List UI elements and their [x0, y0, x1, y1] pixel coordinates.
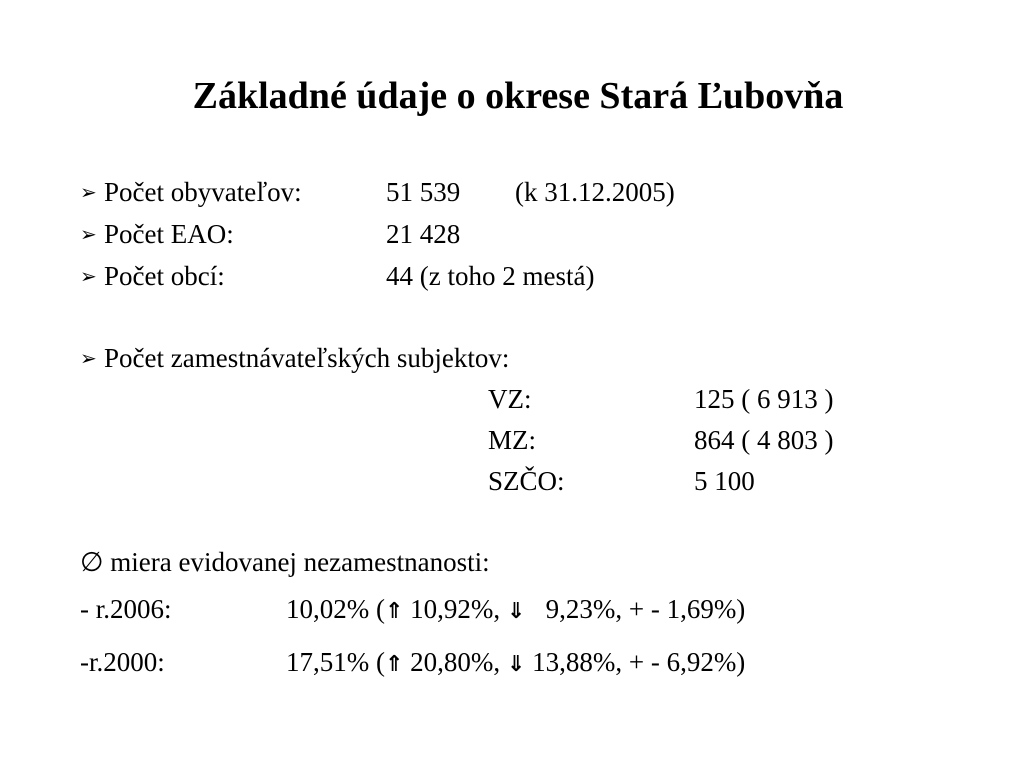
employers-heading — [80, 340, 509, 377]
employer-label: VZ: — [488, 384, 532, 414]
employer-label: MZ: — [488, 425, 537, 455]
municipalities-value: 44 (z toho 2 mestá) — [386, 261, 595, 291]
eao-label: Počet EAO: — [104, 219, 234, 249]
unemployment-min: 13,88%, + - 6,92%) — [525, 647, 746, 677]
bullet-arrow-icon: ➢ — [80, 266, 97, 288]
eao-value: 21 428 — [386, 219, 461, 249]
unemployment-heading: ∅ miera evidovanej nezamestnanosti: — [80, 547, 490, 577]
arrow-down-icon: ⇓ — [506, 652, 526, 677]
basic-row-label — [80, 258, 225, 295]
arrow-up-icon: ⇑ — [384, 599, 404, 624]
unemployment-rate-detail — [286, 644, 745, 683]
arrow-up-icon: ⇑ — [384, 652, 404, 677]
unemployment-max: 20,80%, — [403, 647, 507, 677]
unemployment-rate-detail — [286, 591, 745, 630]
employer-label: SZČO: — [488, 466, 565, 496]
bullet-arrow-icon: ➢ — [80, 182, 97, 204]
unemployment-year: - r.2006: — [80, 594, 172, 624]
bullet-arrow-icon: ➢ — [80, 224, 97, 246]
bullet-arrow-icon: ➢ — [80, 348, 97, 370]
unemployment-rate: 10,02% ( — [286, 594, 385, 624]
population-note: (k 31.12.2005) — [515, 177, 675, 207]
unemployment-min: 9,23%, + - 1,69%) — [525, 594, 746, 624]
basic-row-label — [80, 174, 302, 211]
municipalities-label: Počet obcí: — [104, 261, 225, 291]
slide-title: Základné údaje o okrese Stará Ľubovňa — [192, 75, 844, 117]
employers-heading-text: Počet zamestnávateľských subjektov: — [104, 343, 510, 373]
unemployment-max: 10,92%, — [403, 594, 507, 624]
population-value: 51 539 — [386, 177, 461, 207]
employer-value: 125 ( 6 913 ) — [694, 384, 834, 414]
unemployment-rate: 17,51% ( — [286, 647, 385, 677]
employer-value: 864 ( 4 803 ) — [694, 425, 834, 455]
basic-row-label — [80, 216, 234, 253]
population-label: Počet obyvateľov: — [104, 177, 302, 207]
employer-value: 5 100 — [694, 466, 755, 496]
unemployment-year: -r.2000: — [80, 647, 165, 677]
arrow-down-icon: ⇓ — [506, 599, 526, 624]
